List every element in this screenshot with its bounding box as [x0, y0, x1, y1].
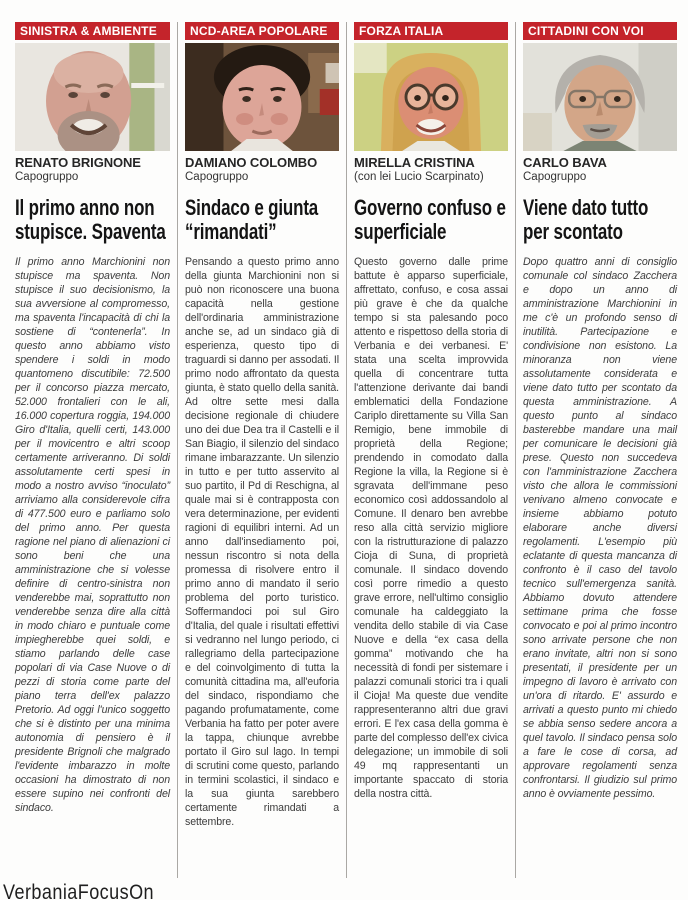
article-headline: Governo confuso e superficiale [354, 195, 506, 244]
author-name: DAMIANO COLOMBO [185, 155, 318, 170]
opinion-columns [8, 22, 684, 878]
portrait-photo-cristina [354, 43, 508, 151]
author-role: Capogruppo [185, 171, 249, 183]
author-role: Capogruppo [523, 171, 587, 183]
author-name: CARLO BAVA [523, 155, 607, 170]
author-role: Capogruppo [15, 171, 79, 183]
publication-logo: VerbaniaFocusOn [3, 881, 155, 900]
article-body: Pensando a questo primo anno della giunta Marchionini non si può non riconoscere una buona capacità nella gestione dell'ordinaria amministrazione anche se, ad un sindaco già di esperienza, questo tipo di traguardi si danno per assodati. Il primo nodo affrontato da questa giunta, è stato quello della sanità. Ad oltre sette mesi dalla decisione regionale di chiudere uno dei due Dea tra il Castelli e il San Biagio, il silenzio del sindaco rimane imbarazzante. Un silenzio in tutto e per tutto asservito al suo partito, il Pd di Reschigna, al quale mai si è contrapposta con vera determinazione, per evidenti ragioni di equilibri interni. Ad un anno dall'insediamento poi, nessun riscontro si nota della promessa di risolvere entro il primo anno di mandato il serio problema del porto turistico. Soffermandoci poi sul Giro d'Italia, del quale i risultati effettivi si vedranno nel lungo periodo, ci rallegriamo della partecipazione e del coinvolgimento di tutta la comunità cittadina ma, all'euforia del sindaco, rispondiamo che pagando profumatamente, come Verbania ha fatto per poter avere la tappa, chiunque avrebbe portato il Giro sul lago. In tempi di scrutini come questo, parlando in termini scolastici, il sindaco e la sua giunta sarebbero certamente rimandati a settembre. [185, 255, 339, 828]
portrait-photo-brignone [15, 43, 170, 151]
column-cittadini-con-voi [515, 22, 684, 878]
column-ncd-area-popolare [177, 22, 346, 878]
author-role: (con lei Lucio Scarpinato) [354, 171, 484, 183]
party-badge: FORZA ITALIA [354, 22, 508, 40]
article-body: Questo governo dalle prime battute è apparso superficiale, affrettato, confuso, e cosa assai più grave è che da qualche tempo si sta palesando poco attento e rispettoso della storia di Verbania e dei verbanesi. E' stata una scelta improvvida quella di concentrare tutta l'attenzione derivante dai bandi emblematici della Fondazione Cariplo direttamente su Villa San Remigio, bene immobile di proprietà della Regione; prendendo in comodato dalla Regione la villa, la Regione si è sgravata dell'immane peso economico così addossandolo al Comune. Il denaro ben avrebbe reso alla città servizio migliore con la ristrutturazione di palazzo Cioja di Suna, di proprietà comunale. Il sindaco dovendo così porre rimedio a questo grave errore, nell'ultimo consiglio comunale ha caldeggiato la vendita dello stabile di via Case Nuove e della “ex casa della gomma” motivando che ha necessità di fondi per sistemare i palazzi comunali storici tra i quali il Cioja! Ma queste due vendite rappresenteranno altri due gravi errori. E l'ex casa della gomma è parte del complesso dell'ex civica delegazione; un immobile di soli 49 mq rappresentanti un importante spaccato di storia della nostra città. [354, 255, 508, 800]
party-badge: NCD-AREA POPOLARE [185, 22, 339, 40]
portrait-photo-colombo [185, 43, 339, 151]
party-badge: CITTADINI CON VOI [523, 22, 677, 40]
article-body: Dopo quattro anni di consiglio comunale col sindaco Zacchera e dopo un anno di amministrazione Marchionini in me c'è un profondo senso di inutilità. Partecipazione e condivisione non esistono. La minoranza non viene assolutamente considerata e viene dato tutto per scontato da questa amministrazione. A questo punto al sindaco basterebbe mandare una mail per comunicare le decisioni già prese. Questo non succedeva con l'amministrazione Zacchera visto che allora le commissioni venivano almeno convocate e insieme abbiamo potuto elaborare anche diversi regolamenti. L'esempio più eclatante di questa mancanza di confronto è il caso del tavolo tecnico sull'emergenza sanità. Abbiamo dovuto attendere settimane prima che fosse convocato e poi al primo incontro sono arrivate persone che non erano invitate, altri non si sono presentati, il presidente per un impegno di lavoro è arrivato con un'ora di ritardo. E' assurdo e arrivati a questo punto mi chiedo se abbia senso sedere ancora a quel tavolo. Il sindaco pensa solo a fare le cose di corsa, ad approvare regolamenti senza confrontarsi. Il giudizio sul primo anno è ovviamente pessimo. [523, 255, 677, 800]
column-forza-italia [346, 22, 515, 878]
article-headline: Sindaco e giunta “rimandati” [185, 195, 319, 244]
column-sinistra-ambiente [8, 22, 177, 878]
article-headline: Il primo anno non stupisce. Spaventa [15, 195, 166, 244]
party-badge: SINISTRA & AMBIENTE [15, 22, 170, 40]
portrait-photo-bava [523, 43, 677, 151]
author-name: RENATO BRIGNONE [15, 155, 141, 170]
author-name: MIRELLA CRISTINA [354, 155, 475, 170]
article-body: Il primo anno Marchionini non stupisce ma spaventa. Non stupisce il suo decisionismo, la sua avversione al compromesso, ma spaventa l'incapacità di chi la sostiene di “contenerla”. In questo anno abbiamo visto spendere i soldi in modo quantomeno discutibile: 72.500 per il concorso piazza mercato, 52.000 frontalieri con le ali, 16.000 copertura roggia, 194.000 Giro d'Italia, quelli certi, 143.000 per il movicentro e altri scoop certamente arriveranno. Di soldi assolutamente certi spesi in modo a nostro avviso “inoculato” arriviamo alla considerevole cifra di 477.500 euro e parliamo solo del primo anno. Per questa ragione nel piano di alienazioni ci sono beni che una amministrazione che si volesse definire di centro-sinistra non venderebbe mai, soprattutto non venderebbe senza dire alla città in modo chiaro e puntuale come impiegherebbe quei soldi, e stiamo parlando delle case popolari di via Case Nuove o di pezzi di storia come parte del piano terra dell'ex palazzo Pretorio. Ad oggi l'unico soggetto che si è distinto per una minima autonomia di pensiero è il presidente Brignoli che malgrado l'evidente imbarazzo in molte occasioni ha dimostrato di non essere supino nei confronti del sindaco. [15, 255, 170, 814]
article-headline: Viene dato tutto per scontato [523, 195, 649, 244]
